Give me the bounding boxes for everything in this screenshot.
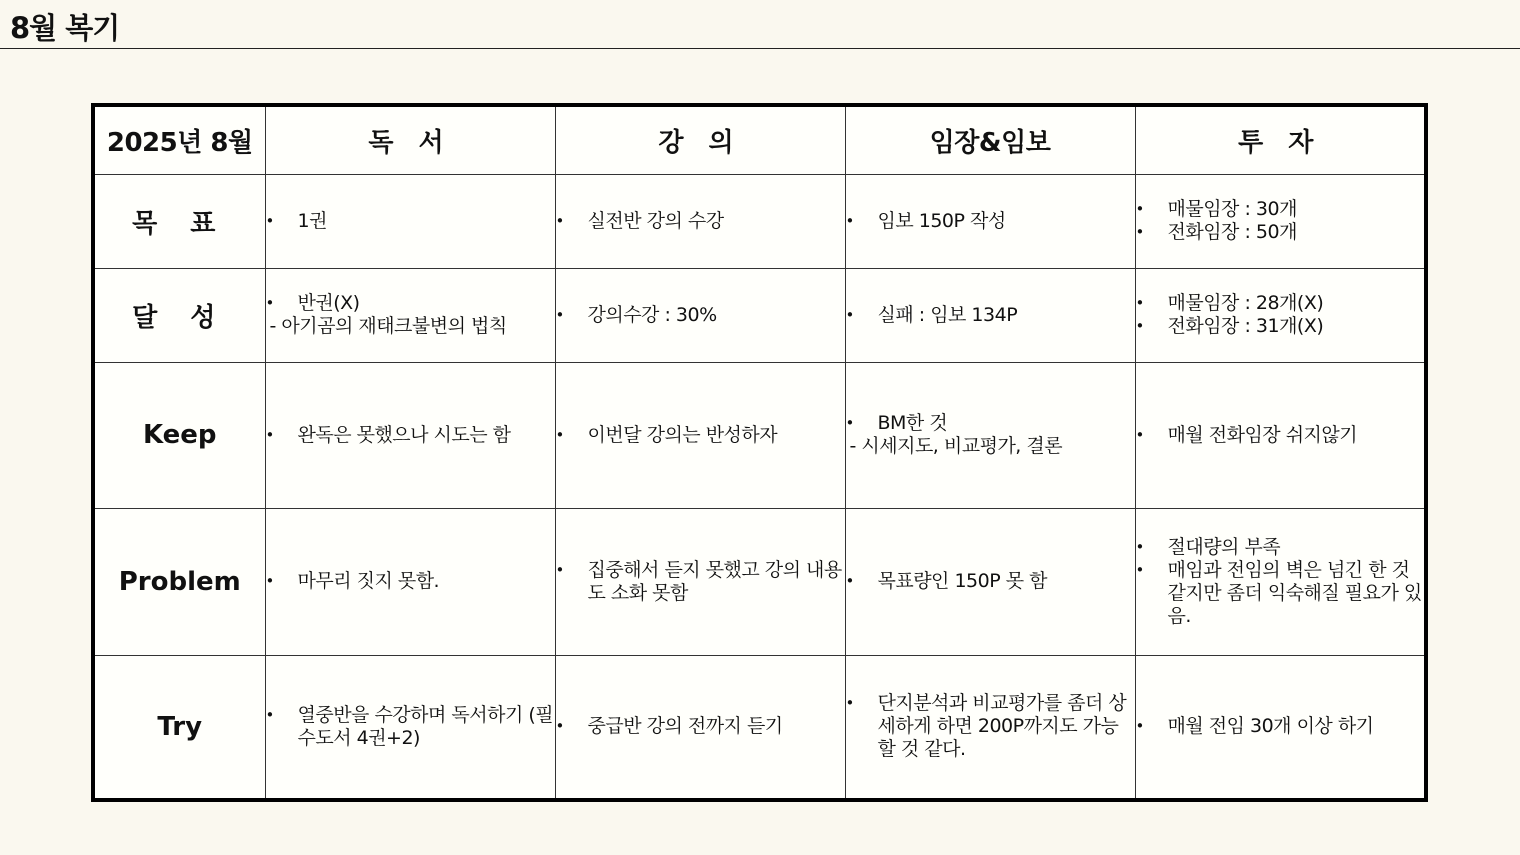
bullet-item: • 전화임장 : 50개	[1136, 221, 1425, 244]
column-header: 투 자	[1135, 105, 1426, 174]
bullet-item: • 목표량인 150P 못 함	[846, 570, 1135, 593]
table-cell	[555, 655, 845, 800]
bullet-item: • 완독은 못했으나 시도는 함	[266, 424, 555, 447]
table-cell	[845, 508, 1135, 655]
corner-header: 2025년 8월	[93, 105, 265, 174]
bullet-item: • 매물임장 : 28개(X)	[1136, 292, 1425, 315]
table-cell	[845, 362, 1135, 508]
table-cell	[1135, 655, 1426, 800]
table-cell	[555, 362, 845, 508]
bullet-item: • BM한 것	[846, 412, 1135, 435]
monthly-review-table	[91, 103, 1428, 802]
table-cell	[555, 268, 845, 362]
sub-note: - 시세지도, 비교평가, 결론	[849, 435, 1063, 457]
table-row	[93, 362, 1426, 508]
bullet-item: • 마무리 짓지 못함.	[266, 570, 555, 593]
table-cell	[1135, 362, 1426, 508]
table-cell	[265, 655, 555, 800]
table-row	[93, 508, 1426, 655]
table-cell	[1135, 268, 1426, 362]
bullet-item: • 집중해서 듣지 못했고 강의 내용도 소화 못함	[556, 559, 845, 605]
column-header: 독 서	[265, 105, 555, 174]
table-row	[93, 655, 1426, 800]
bullet-item: • 단지분석과 비교평가를 좀더 상세하게 하면 200P까지도 가능할 것 같다.	[846, 692, 1135, 761]
bullet-item: • 중급반 강의 전까지 듣기	[556, 715, 845, 738]
table-cell	[265, 362, 555, 508]
table-row	[93, 174, 1426, 268]
bullet-item: • 매월 전임 30개 이상 하기	[1136, 715, 1425, 738]
row-label: 달 성	[93, 268, 265, 362]
table-cell	[555, 174, 845, 268]
page-title: 8월 복기	[10, 11, 120, 45]
table-cell	[265, 508, 555, 655]
bullet-item: • 실패 : 임보 134P	[846, 304, 1135, 327]
bullet-item: • 매월 전화임장 쉬지않기	[1136, 424, 1425, 447]
bullet-item: • 매물임장 : 30개	[1136, 198, 1425, 221]
bullet-item: • 반권(X)	[266, 292, 555, 315]
table-row	[93, 268, 1426, 362]
bullet-item: • 실전반 강의 수강	[556, 210, 845, 233]
column-header: 강 의	[555, 105, 845, 174]
bullet-item: • 1권	[266, 210, 555, 233]
bullet-item: • 매임과 전임의 벽은 넘긴 한 것 같지만 좀더 익숙해질 필요가 있음.	[1136, 559, 1425, 628]
table-cell	[1135, 508, 1426, 655]
table-cell	[1135, 174, 1426, 268]
sub-note: - 아기곰의 재태크불변의 법칙	[269, 315, 507, 337]
table-cell	[845, 655, 1135, 800]
row-label: 목 표	[93, 174, 265, 268]
bullet-item: • 강의수강 : 30%	[556, 304, 845, 327]
row-label: Keep	[93, 362, 265, 508]
table-cell	[845, 268, 1135, 362]
title-divider	[0, 48, 1520, 49]
table-cell	[265, 268, 555, 362]
table-cell	[555, 508, 845, 655]
bullet-item: • 열중반을 수강하며 독서하기 (필수도서 4권+2)	[266, 704, 555, 750]
bullet-item: • 절대량의 부족	[1136, 536, 1425, 559]
bullet-item: • 전화임장 : 31개(X)	[1136, 315, 1425, 338]
bullet-item: • 임보 150P 작성	[846, 210, 1135, 233]
column-header: 임장&임보	[845, 105, 1135, 174]
table-cell	[845, 174, 1135, 268]
bullet-item: • 이번달 강의는 반성하자	[556, 424, 845, 447]
table-cell	[265, 174, 555, 268]
row-label: Problem	[93, 508, 265, 655]
header-row	[93, 105, 1426, 174]
row-label: Try	[93, 655, 265, 800]
